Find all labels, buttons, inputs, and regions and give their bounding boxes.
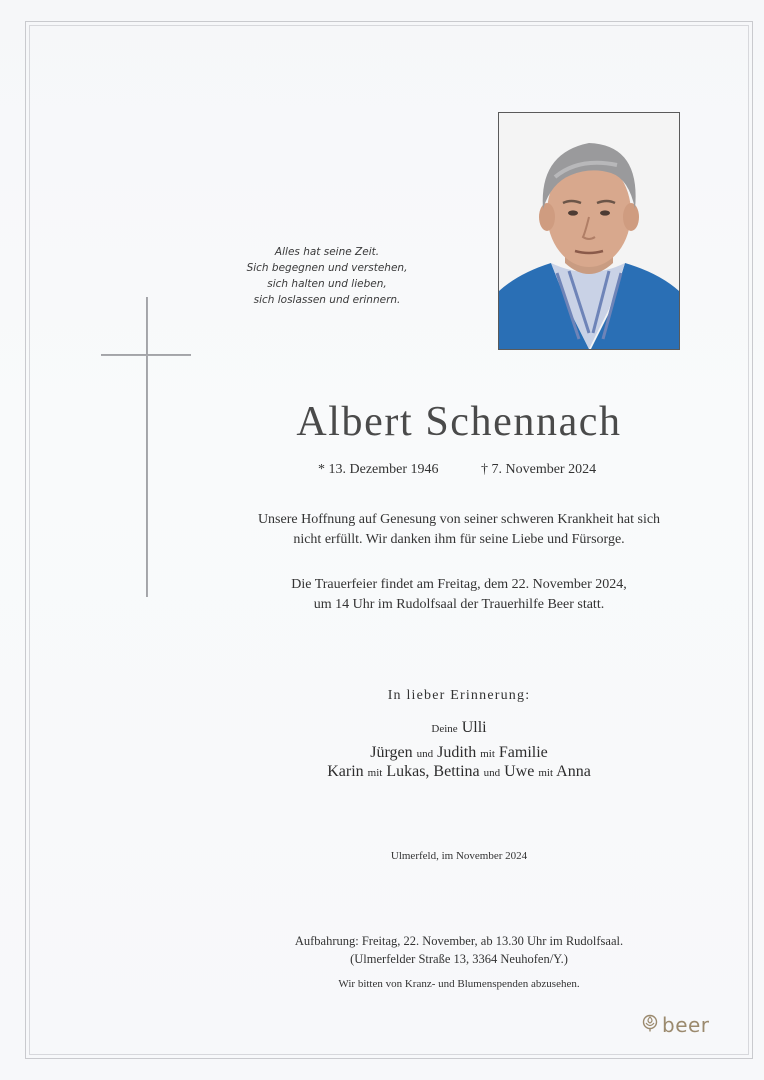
quote-line: Sich begegnen und verstehen, [246,262,408,274]
mourner-line-1 [200,719,718,737]
mourner-connector: und [483,767,501,779]
life-dates [318,462,618,482]
place-date: Ulmerfeld, im November 2024 [390,850,528,862]
mourner-line-2 [200,744,718,762]
viewing-line: Aufbahrung: Freitag, 22. November, ab 13.30 Uhr im Rudolfsaal. [294,934,624,948]
quote-block [222,244,432,308]
mourner-connector: Deine [431,723,458,735]
logo-text: beer [662,1013,710,1037]
mourner-name: Ulli [461,719,487,736]
message-line: nicht erfüllt. Wir danken ihm für seine Liebe und Fürsorge. [293,532,625,547]
mourner-connector: mit [480,748,495,760]
viewing-line: (Ulmerfelder Straße 13, 3364 Neuhofen/Y.) [350,952,568,966]
mourner-name: Karin [327,763,364,780]
memory-heading: In lieber Erinnerung: [387,688,531,703]
portrait-photo [498,112,680,350]
message-paragraph [200,510,718,550]
mourner-connector: mit [538,767,554,779]
funeral-line: um 14 Uhr im Rudolfsaal der Trauerhilfe Beer statt. [313,597,605,612]
mourner-name: Lukas, Bettina [386,763,480,780]
quote-line: sich halten und lieben, [267,278,387,290]
mourner-connector: und [416,748,434,760]
mourner-name: Jürgen [370,744,413,761]
message-line: Unsere Hoffnung auf Genesung von seiner schweren Krankheit hat sich [257,512,661,527]
deceased-name: Albert Schennach [296,399,622,445]
mourner-name: Judith [437,744,477,761]
beer-logo [641,1012,710,1038]
mourner-name: Familie [498,744,548,761]
flowers-request: Wir bitten von Kranz- und Blumenspenden abzusehen. [338,978,580,990]
mourner-line-3 [200,763,718,781]
mourner-connector: mit [367,767,383,779]
mourner-name: Uwe [504,763,535,780]
quote-line: sich loslassen und erinnern. [253,294,401,306]
birth-date: * 13. Dezember 1946 [318,462,439,477]
funeral-line: Die Trauerfeier findet am Freitag, dem 22. November 2024, [291,577,627,592]
rose-icon [641,1014,659,1037]
quote-line: Alles hat seine Zeit. [274,246,380,258]
death-date: † 7. November 2024 [481,462,597,477]
mourner-name: Anna [556,763,591,780]
cross-vertical-bar [146,297,148,597]
funeral-paragraph [200,575,718,615]
viewing-info [200,932,718,968]
cross-horizontal-bar [101,354,191,356]
